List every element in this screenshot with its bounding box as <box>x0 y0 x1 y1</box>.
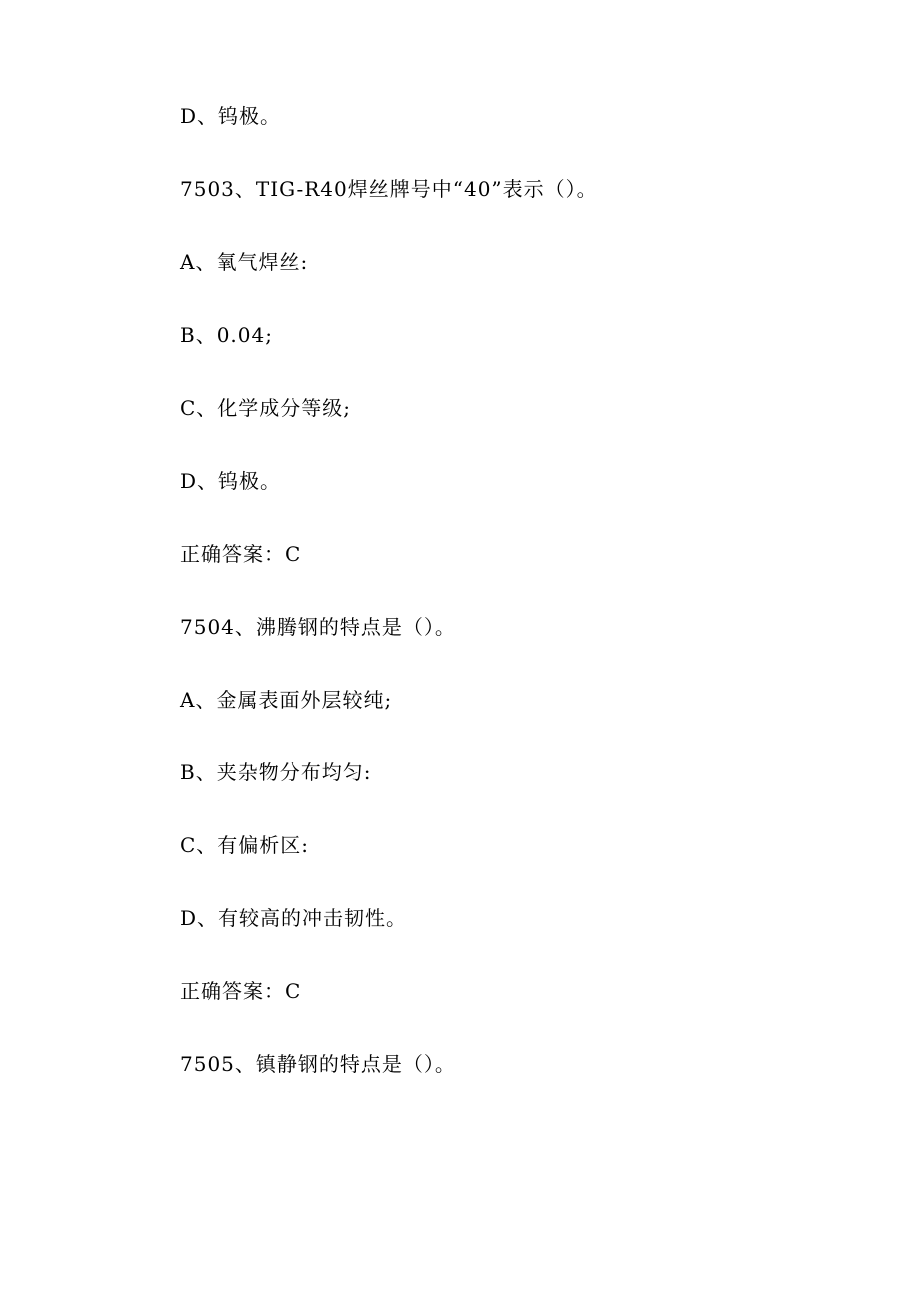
question-7503-option-d: D、钨极。 <box>180 469 282 493</box>
question-7504-answer: 正确答案：C <box>180 979 302 1003</box>
question-7504-option-d: D、有较高的冲击韧性。 <box>180 906 408 930</box>
question-7504-option-a: A、金属表面外层较纯; <box>180 688 393 712</box>
question-7504: 7504、沸腾钢的特点是（）。 <box>180 615 456 639</box>
question-7503-option-c: C、化学成分等级; <box>180 396 352 420</box>
question-7504-option-b: B、夹杂物分布均匀: <box>180 760 372 784</box>
option-d-previous: D、钨极。 <box>180 104 282 128</box>
question-7503: 7503、TIG-R40焊丝牌号中“40”表示（）。 <box>180 177 598 201</box>
question-7503-answer: 正确答案：C <box>180 542 302 566</box>
question-7503-option-b: B、0.04; <box>180 323 273 347</box>
question-7503-option-a: A、氧气焊丝: <box>180 250 309 274</box>
question-7504-option-c: C、有偏析区: <box>180 833 310 857</box>
question-7505: 7505、镇静钢的特点是（）。 <box>180 1052 456 1076</box>
